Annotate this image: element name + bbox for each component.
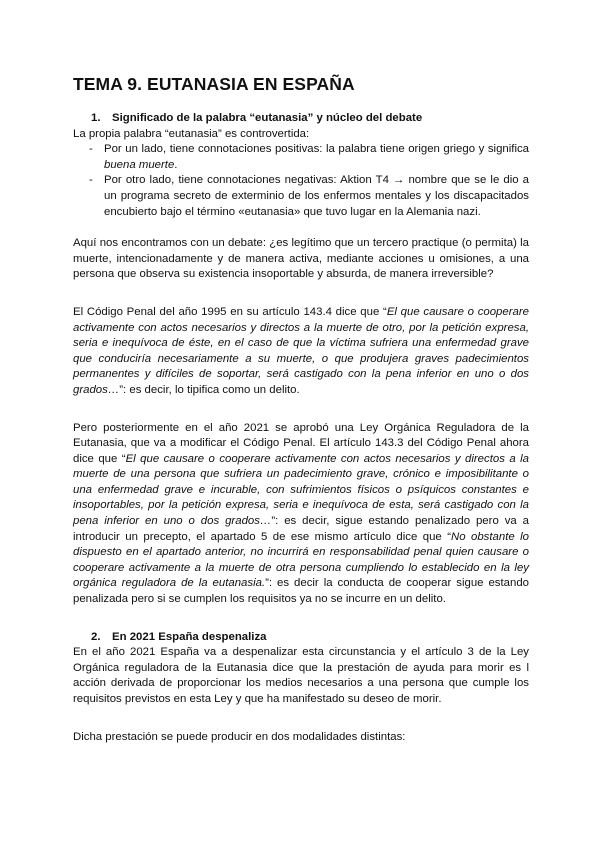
document-title: TEMA 9. EUTANASIA EN ESPAÑA xyxy=(73,74,355,94)
section-1-heading-text: Significado de la palabra “eutanasia” y núcleo del debate xyxy=(112,112,423,124)
quote-run: No obstante lo dispuesto en el apartado anterior, no incurrirá en responsabilidad penal quien causare o cooperare activamente a la muerte de otra persona cumpliendo lo establecido en la ley orgánica reguladora de la eutanasia. xyxy=(73,530,529,590)
bullet-after: . xyxy=(174,158,178,171)
bullet-text: Por un lado, tiene connotaciones positivas: la palabra tiene origen griego y significa xyxy=(104,143,529,156)
bullet-text: Por otro lado, tiene connotaciones negativas: Aktion T4 → nombre que se le dio a un programa secreto de exterminio de los enfermos mentales y los discapacitados encubierto bajo el término «eutanasia» que tuvo lugar en la Alemania nazi. xyxy=(104,174,529,218)
section-2-last-line: Dicha prestación se puede producir en dos modalidades distintas: xyxy=(73,730,406,743)
section-1-intro: La propia palabra “eutanasia” es controvertida: xyxy=(73,127,310,140)
list-item xyxy=(73,173,529,220)
text-run: ”: es decir la conducta de cooperar sigue estando penalizada pero si se cumplen los requisitos ya no se incurre en un delito. xyxy=(73,577,530,606)
text-run: ”: es decir, sigue estando penalizado pero va a introducir un precepto, el apartado 5 de ese mismo artículo dice que “ xyxy=(73,515,529,543)
quote-run: El que causare o cooperare activamente con actos necesarios y directos a la muerte de otro, por la petición expresa, seria e inequívoca de éste, en el caso de que la víctima sufriera una enfermedad grave que conduciría necesariamente a su muerte, o que produjera graves padecimientos permanentes y difíciles de soportar, será castigado con la pena inferior en uno o dos grados… xyxy=(73,305,529,396)
text-run: ”: es decir, lo tipifica como un delito. xyxy=(119,383,300,396)
section-2-number: 2. xyxy=(91,630,101,643)
text-run: Pero posteriormente en el año 2021 se aprobó una Ley Orgánica Reguladora de la Eutanasia, que va a modificar el Código Penal. El artículo 143.3 del Código Penal ahora dice que “ xyxy=(73,421,529,465)
document-body xyxy=(73,111,529,745)
section-2-body: En el año 2021 España va a despenalizar esta circunstancia y el artículo 3 de la Ley Orgánica reguladora de la Eutanasia dice que la prestación de ayuda para morir es l acción derivada de proporcionar los medios necesarios a una persona que cumple los requisitos previstos en esta Ley y que ha manifestado su deseo de morir. xyxy=(73,646,529,705)
codigo-penal-paragraph xyxy=(73,305,529,399)
section-2-heading xyxy=(91,630,529,646)
list-item xyxy=(73,142,529,173)
bullet-dash: - xyxy=(89,143,93,156)
text-run: El Código Penal del año 1995 en su artículo 143.4 dice que “ xyxy=(73,305,387,318)
section-1-heading xyxy=(91,111,529,127)
connotations-list xyxy=(73,142,529,220)
debate-paragraph: Aquí nos encontramos con un debate: ¿es legítimo que un tercero practique (o permita) la muerte, intencionadamente y de manera activa, mediante acciones u omisiones, a una persona que observa su existencia insoportable y absurda, de manera irreversible? xyxy=(73,237,529,281)
bullet-italic: buena muerte xyxy=(104,158,175,171)
bullet-dash: - xyxy=(89,174,93,187)
section-2-heading-text: En 2021 España despenaliza xyxy=(112,630,267,643)
ley-organica-paragraph xyxy=(73,421,529,608)
section-1-number: 1. xyxy=(91,112,101,124)
quote-run: El que causare o cooperare activamente con actos necesarios y directos a la muerte de una persona que sufriera un padecimiento grave, crónico e imposibilitante o una enfermedad grave e incurable, con sufrimientos físicos o psíquicos constantes e insoportables, por la petición expresa, seria e inequívoca de esta, será castigado con la pena inferior en uno o dos grados… xyxy=(73,452,529,528)
